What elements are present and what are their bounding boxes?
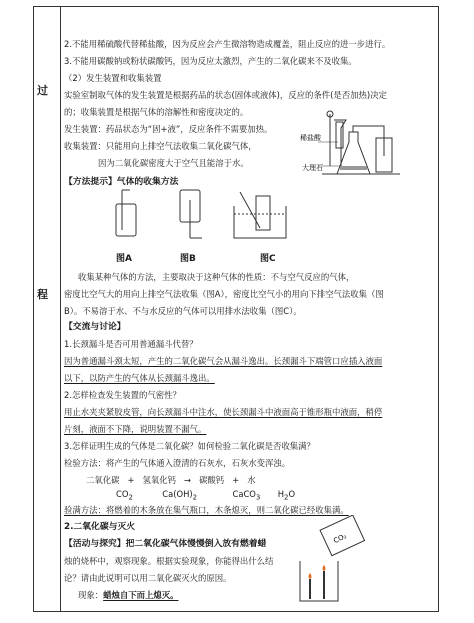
formula: O	[288, 489, 296, 499]
answer-line: 用止水夹夹紧胶皮管，向长颈漏斗中注水，使长颈漏斗中液面高于锥形瓶中液面，稍停	[64, 407, 383, 417]
section-heading: 2.二氧化碳与灭火	[64, 522, 136, 532]
figure-a-upward-air	[116, 190, 136, 236]
answer-line	[78, 590, 179, 601]
question-line: 1.长颈漏斗是否可用普通漏斗代替？	[64, 339, 198, 349]
question-line: 3.怎样证明生成的气体是二氧化碳？如何检验二氧化碳是否收集满？	[64, 441, 315, 451]
text-line: 3.不能用碳酸钠或粉状碳酸钙，因为反应太激烈，产生的二氧化碳来不及收集。	[64, 56, 357, 66]
answer-line: 验满方法：将燃着的木条放在集气瓶口，木条熄灭，则二氧化碳已经收集满。	[64, 505, 349, 515]
formula-sub: 2	[192, 493, 198, 502]
text-line: 实验室制取气体的发生装置是根据药品的状态(固体或液体)，反应的条件(是否加热)决定	[64, 90, 387, 100]
co2-label: CO₂	[332, 532, 348, 546]
eq-op: →	[184, 475, 192, 485]
side-column	[33, 6, 61, 612]
section-heading: 【交流与讨论】	[64, 322, 126, 332]
side-char-top: 过	[37, 84, 48, 97]
eq-op: +	[127, 475, 135, 485]
text-line: 收集装置：只能用向上排空气法收集二氧化碳气体，	[64, 141, 257, 151]
section-heading: 【活动与探究】把二氧化碳气体慢慢倒入放有燃着蜡	[64, 539, 267, 549]
figure-c-water-displacement	[234, 192, 286, 238]
formula: H	[277, 489, 285, 499]
word-equation	[86, 475, 256, 486]
answer-line: 以下，以防产生的气体从长颈漏斗逸出。	[64, 373, 215, 383]
answer-line: 因为普通漏斗颈太短，产生的二氧化碳气会从漏斗逸出。长颈漏斗下端管口应插入液面	[64, 356, 383, 366]
formula-sub: 2	[284, 493, 289, 502]
figure-b-downward-air	[180, 190, 202, 238]
eq-term: 碳酸钙	[199, 475, 225, 485]
text-line: （2）发生装置和收集装置	[64, 73, 162, 83]
co2-extinguish-figure	[292, 515, 374, 607]
figure-label-c: 图C	[260, 254, 276, 264]
eq-term: 水	[247, 475, 256, 485]
answer-prefix: 现象：	[78, 590, 104, 600]
formula-sub: 2	[128, 493, 133, 502]
formula-sub: 3	[255, 493, 261, 502]
text-line: 密度比空气大的用向上排空气法收集（图A），密度比空气小的用向下排空气法收集（图	[64, 289, 384, 299]
section-heading: 【方法提示】气体的收集方法	[64, 177, 179, 187]
label-marble: 大理石	[302, 164, 323, 172]
text-line: 收集某种气体的方法，主要取决于这种气体的性质：不与空气反应的气体，	[78, 272, 355, 282]
gas-collection-figures	[110, 186, 290, 242]
side-char-bottom: 程	[37, 288, 48, 301]
formula-equation	[116, 489, 295, 504]
text-line: 2.不能用稀硫酸代替稀盐酸，因为反应会产生微溶物造成覆盖，阻止反应的进一步进行。	[64, 39, 391, 49]
text-line: 发生装置：药品状态为“固+液”，反应条件不需要加热。	[64, 124, 273, 134]
eq-term: 二氧化碳	[86, 475, 120, 485]
formula: Ca(OH)	[162, 489, 193, 499]
eq-op: +	[232, 475, 240, 485]
formula: CO	[116, 489, 129, 499]
answer-line: 片刻，液面不下降，说明装置不漏气。	[64, 424, 207, 434]
answer-text: 蜡烛自下而上熄灭。	[103, 590, 179, 600]
text-line: B）。不易溶于水、不与水反应的气体可以用排水法收集（图C）。	[64, 306, 302, 316]
figure-label-b: 图B	[180, 254, 196, 264]
text-line: 的；收集装置是根据气体的溶解性和密度决定的。	[64, 107, 249, 117]
formula: CaCO	[232, 489, 256, 499]
answer-line: 检验方法：将产生的气体通入澄清的石灰水，石灰水变浑浊。	[64, 458, 291, 468]
question-line: 2.怎样检查发生装置的气密性？	[64, 390, 181, 400]
text-line: 烛的烧杯中，观察现象。根据实验现象，你能得出什么结	[64, 556, 274, 566]
text-line: 论？请由此说明可以用二氧化碳灭火的原因。	[64, 573, 232, 583]
figure-label-a: 图A	[116, 254, 132, 264]
label-acid: 稀盐酸	[300, 134, 321, 142]
text-line: 因为二氧化碳密度大于空气且能溶于水。	[98, 158, 249, 168]
generator-apparatus-figure	[300, 108, 430, 186]
eq-term: 氢氧化钙	[142, 475, 177, 485]
